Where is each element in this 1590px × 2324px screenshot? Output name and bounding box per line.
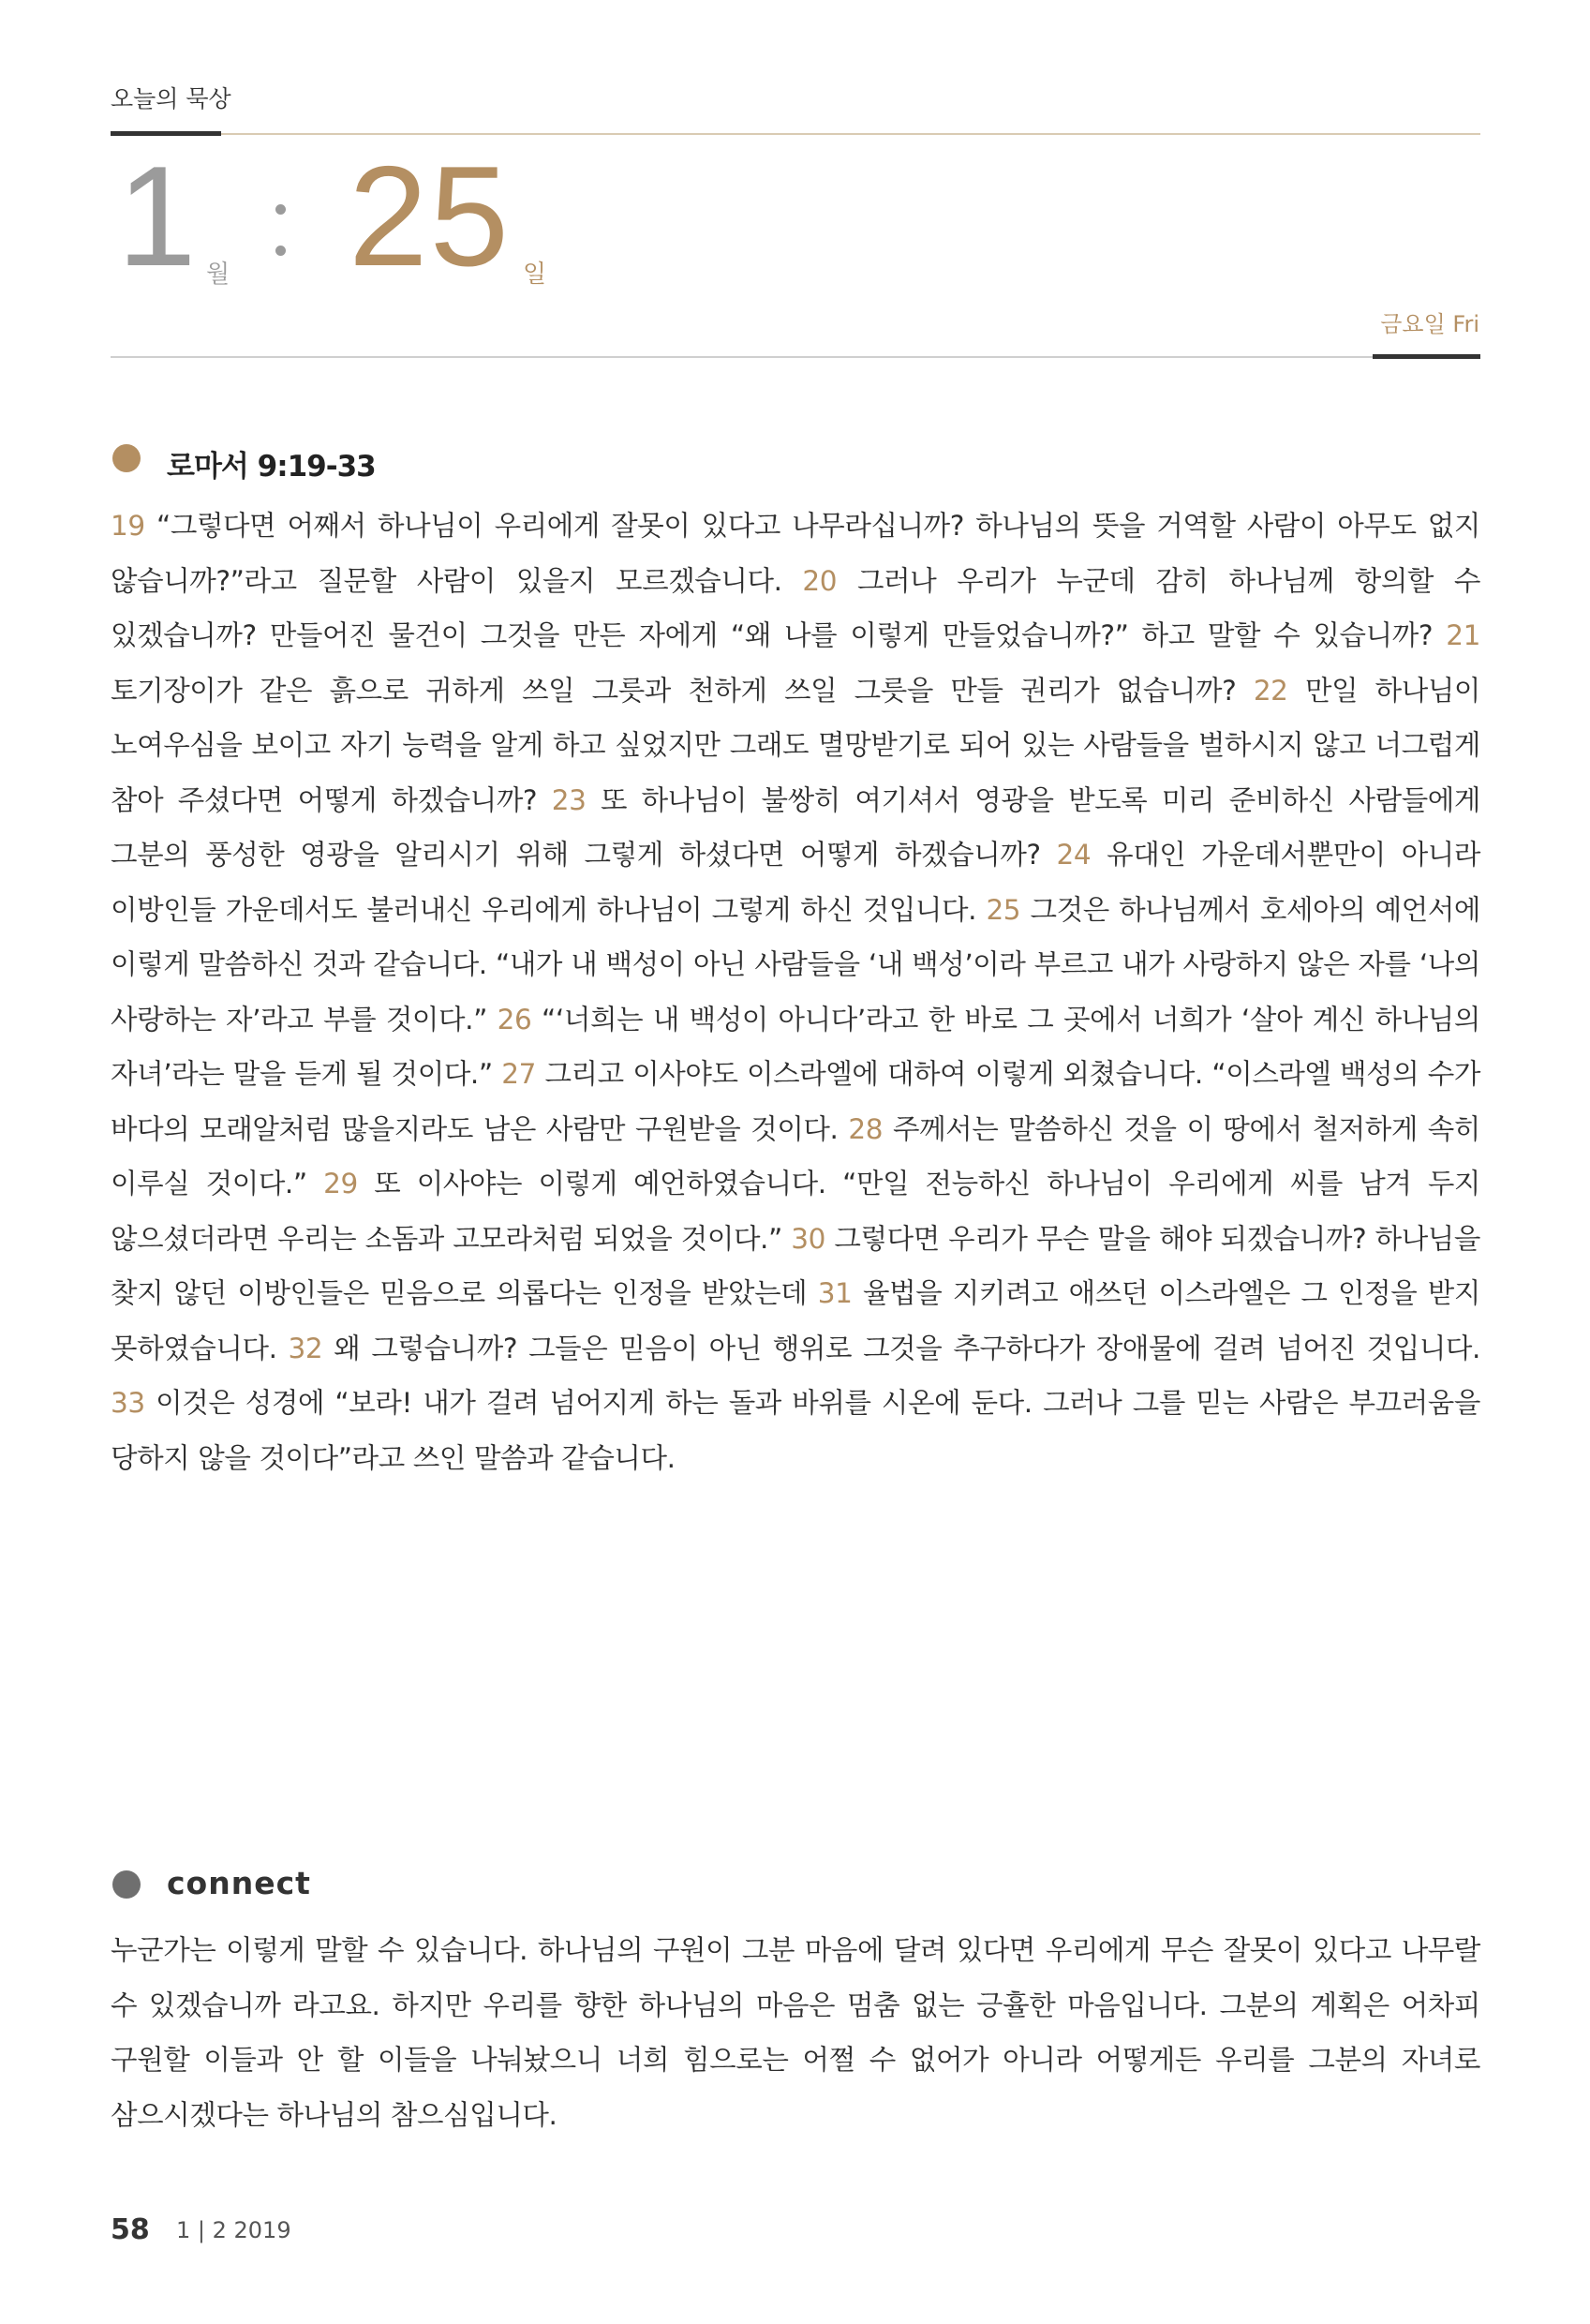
verse-number: 25 (986, 893, 1021, 926)
connect-bullet-icon (112, 1870, 141, 1899)
verse-text: 율법을 지키려고 애쓰던 이스라엘은 그 인정을 받지 못하였습니다. (111, 1277, 1480, 1364)
month-unit: 월 (206, 261, 230, 289)
verse-number: 22 (1253, 674, 1288, 707)
verse-number: 29 (323, 1168, 358, 1199)
verse-text: 그렇다면 우리가 무슨 말을 해야 되겠습니까? 하나님을 찾지 않던 이방인들은 믿음으로 의롭다는 인정을 받았는데 (111, 1222, 1480, 1309)
verse-number: 23 (551, 783, 587, 816)
verse-number: 26 (497, 1003, 532, 1035)
verse-text: 또 이사야는 이렇게 예언하였습니다. “만일 전능하신 하나님이 우리에게 씨를 남겨 두지 않으셨더라면 우리는 소돔과 고모라처럼 되었을 것이다.” (111, 1168, 1481, 1255)
section-label: 오늘의 묵상 (111, 85, 231, 112)
verse-text: 왜 그렇습니까? 그들은 믿음이 아닌 행위로 그것을 추구하다가 장애물에 걸려 넘어진 것입니다. (334, 1332, 1480, 1364)
date-month: 1 (117, 137, 197, 296)
verse-number: 21 (1446, 619, 1480, 651)
verse-text: 그것은 하나님께서 호세아의 예언서에 이렇게 말씀하신 것과 같습니다. “내가 내 백성이 아닌 사람들을 ‘내 백성’이라 부르고 내가 사랑하지 않은 자를 ‘나의 사랑하는 자’라고 부를 것이다.” (111, 893, 1481, 1035)
verse-number: 27 (501, 1058, 536, 1090)
scripture-reference: 로마서 9:19-33 (167, 450, 376, 484)
verse-text: 그러나 우리가 누군데 감히 하나님께 항의할 수 있겠습니까? 만들어진 물건이 그것을 만든 자에게 “왜 나를 이렇게 만들었습니까?” 하고 말할 수 있습니까? (111, 564, 1480, 651)
weekday-label: 금요일 Fri (1380, 311, 1479, 337)
header-rule-accent (111, 131, 221, 136)
verse-number: 28 (848, 1112, 884, 1145)
date-rule (111, 356, 1480, 358)
verse-number: 30 (791, 1222, 826, 1255)
date-separator-dot-bottom (275, 246, 286, 256)
scripture-bullet-icon (112, 444, 141, 472)
verse-text: 유대인 가운데서뿐만이 아니라 이방인들 가운데서도 불러내신 우리에게 하나님이 그렇게 하신 것입니다. (111, 839, 1481, 926)
issue-label: 1 | 2 2019 (176, 2217, 291, 2243)
verse-text: 주께서는 말씀하신 것을 이 땅에서 철저하게 속히 이루실 것이다.” (111, 1112, 1480, 1199)
verse-text: “‘너희는 내 백성이 아니다’라고 한 바로 그 곳에서 너희가 ‘살아 계신 하나님의 자녀’라는 말을 듣게 될 것이다.” (111, 1003, 1480, 1090)
date-rule-accent (1373, 354, 1480, 359)
verse-text: 그리고 이사야도 이스라엘에 대하여 이렇게 외쳤습니다. “이스라엘 백성의 수가 바다의 모래알처럼 많을지라도 남은 사람만 구원받을 것이다. (111, 1058, 1480, 1145)
verse-number: 19 (111, 510, 145, 542)
connect-title: connect (167, 1865, 311, 1901)
verse-number: 24 (1056, 839, 1092, 871)
header-rule (111, 133, 1480, 135)
verse-number: 20 (802, 564, 838, 597)
verse-number: 33 (111, 1387, 145, 1419)
date-separator-dot-top (275, 204, 286, 215)
scripture-text (111, 499, 1480, 1485)
verse-text: 이것은 성경에 “보라! 내가 걸려 넘어지게 하는 돌과 바위를 시온에 둔다. 그러나 그를 믿는 사람은 부끄러움을 당하지 않을 것이다”라고 쓰인 말씀과 같습니다. (111, 1387, 1480, 1474)
verse-text: 만일 하나님이 노여우심을 보이고 자기 능력을 알게 하고 싶었지만 그래도 멸망받기로 되어 있는 사람들을 벌하시지 않고 너그럽게 참아 주셨다면 어떻게 하겠습니까? (111, 674, 1481, 816)
verse-text: “그렇다면 어째서 하나님이 우리에게 잘못이 있다고 나무라십니까? 하나님의 뜻을 거역할 사람이 아무도 없지 않습니까?”라고 질문할 사람이 있을지 모르겠습니다. (111, 510, 1480, 597)
verse-text: 토기장이가 같은 흙으로 귀하게 쓰일 그릇과 천하게 쓰일 그릇을 만들 권리가 없습니까? (111, 674, 1237, 707)
date-day: 25 (349, 137, 512, 296)
verse-text: 또 하나님이 불쌍히 여기셔서 영광을 받도록 미리 준비하신 사람들에게 그분의 풍성한 영광을 알리시기 위해 그렇게 하셨다면 어떻게 하겠습니까? (111, 783, 1480, 871)
page-number: 58 (111, 2213, 150, 2246)
day-unit: 일 (523, 261, 547, 289)
verse-number: 32 (288, 1332, 323, 1364)
connect-body: 누군가는 이렇게 말할 수 있습니다. 하나님의 구원이 그분 마음에 달려 있다면 우리에게 무슨 잘못이 있다고 나무랄 수 있겠습니까 라고요. 하지만 우리를 향한 하나님의 마음은 멈춤 없는 긍휼한 마음입니다. 그분의 계획은 어차피 구원할 이들과 안 할 이들을 나눠놨으니 너희 힘으로는 어쩔 수 없어가 아니라 어떻게든 우리를 그분의 자녀로 삼으시겠다는 하나님의 참으심입니다. (111, 1934, 1480, 2131)
verse-number: 31 (817, 1277, 853, 1309)
